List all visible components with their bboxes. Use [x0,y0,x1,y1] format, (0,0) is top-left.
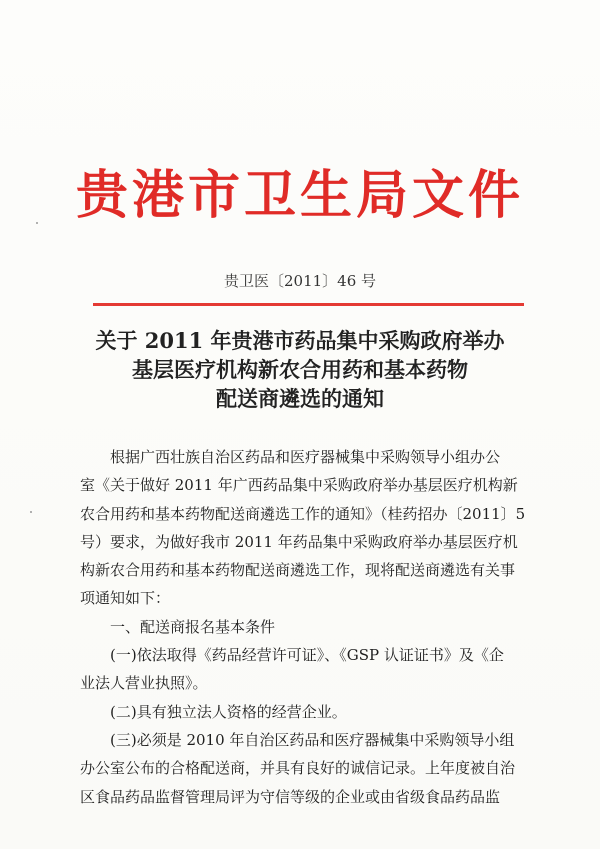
issuing-authority-header: 贵港市卫生局文件 [75,165,524,226]
notice-title [0,326,600,413]
body-line: 业法人营业执照》。 [80,674,208,693]
notice-title-line-2: 基层医疗机构新农合用药和基本药物 [132,357,468,382]
body-line: 区食品药品监督管理局评为守信等级的企业或由省级食品药品监 [80,787,501,806]
body-line: 室《关于做好 2011 年广西药品集中采购政府举办基层医疗机构新 [80,476,518,495]
notice-title-line-1: 关于 2011 年贵港市药品集中采购政府举办 [95,328,505,353]
body-line: (二)具有独立法人资格的经营企业。 [80,702,347,721]
body-line: 构新农合用药和基本药物配送商遴选工作，现将配送商遴选有关事 [80,561,516,580]
body-line: 号）要求，为做好我市 2011 年药品集中采购政府举办基层医疗机 [80,532,518,551]
document-number: 贵卫医〔2011〕46 号 [223,272,377,290]
notice-body [80,443,546,811]
body-line: 办公室公布的合格配送商，并具有良好的诚信记录。上年度被自治 [80,759,516,778]
body-line: (三)必须是 2010 年自治区药品和医疗器械集中采购领导小组 [80,730,515,749]
body-line: 根据广西壮族自治区药品和医疗器械集中采购领导小组办公 [80,448,501,466]
red-separator-rule [93,303,524,306]
notice-title-line-3: 配送商遴选的通知 [216,386,384,411]
body-line: 项通知如下： [80,589,171,608]
section-heading-line: 一、配送商报名基本条件 [80,617,276,636]
scan-speck [36,222,38,224]
scan-speck [30,511,32,513]
body-line: 农合用药和基本药物配送商遴选工作的通知》（桂药招办〔2011〕5 [80,504,526,523]
body-line: (一)依法取得《药品经营许可证》、《GSP 认证证书》及《企 [80,646,504,665]
